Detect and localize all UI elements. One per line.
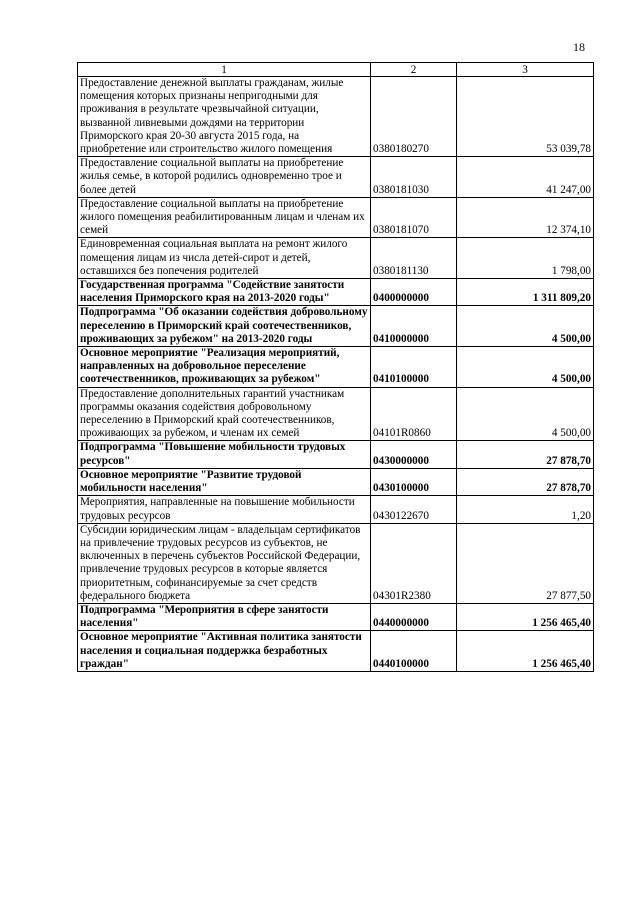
table-row [78, 197, 594, 238]
row-code-cell: 0380180270 [371, 77, 457, 157]
row-amount-cell: 1 311 809,20 [457, 279, 594, 306]
row-name-cell: Субсидии юридическим лицам - владельцам сертификатов на привлечение трудовых ресурсов из субъектов, не включенных в перечень субъектов Российской Федерации, привлечение трудовых ресурсов в которые является приоритетным, софинансируемые за счет средств федерального бюджета [78, 523, 371, 603]
table-row [78, 347, 594, 388]
row-name-cell: Мероприятия, направленные на повышение мобильности трудовых ресурсов [78, 496, 371, 523]
table-row [78, 603, 594, 630]
row-code-cell: 0430000000 [371, 441, 457, 468]
table-row [78, 523, 594, 603]
table-row [78, 468, 594, 495]
budget-table [77, 62, 594, 672]
row-amount-cell: 27 877,50 [457, 523, 594, 603]
row-name-cell: Основное мероприятие "Реализация мероприятий, направленных на добровольное переселение соотечественников, проживающих за рубежом" [78, 347, 371, 388]
row-name-cell: Единовременная социальная выплата на ремонт жилого помещения лицам из числа детей-сирот и детей, оставшихся без попечения родителей [78, 238, 371, 279]
column-header-2: 2 [371, 63, 457, 77]
row-code-cell: 04301R2380 [371, 523, 457, 603]
row-code-cell: 04101R0860 [371, 387, 457, 441]
row-name-cell: Предоставление дополнительных гарантий участникам программы оказания содействия добровольному переселению в Приморский край соотечественников, проживающих за рубежом, и членам их семей [78, 387, 371, 441]
row-name-cell: Предоставление денежной выплаты гражданам, жилые помещения которых признаны непригодными для проживания в результате чрезвычайной ситуации, вызванной ливневыми дождями на территории Приморского края 20-30 августа 2015 года, на приобретение или строительство жилого помещения [78, 77, 371, 157]
page-number: 18 [573, 40, 585, 54]
table-row [78, 496, 594, 523]
table-body [78, 77, 594, 672]
row-name-cell: Основное мероприятие "Развитие трудовой мобильности населения" [78, 468, 371, 495]
row-name-cell: Основное мероприятие "Активная политика занятости населения и социальная поддержка безработных граждан" [78, 631, 371, 672]
row-name-cell: Подпрограмма "Об оказании содействия добровольному переселению в Приморский край соотечественников, проживающих за рубежом" на 2013-2020 годы [78, 306, 371, 347]
table-row [78, 441, 594, 468]
table-row [78, 238, 594, 279]
row-code-cell: 0400000000 [371, 279, 457, 306]
row-amount-cell: 1 256 465,40 [457, 631, 594, 672]
table-row [78, 631, 594, 672]
row-amount-cell: 4 500,00 [457, 347, 594, 388]
row-amount-cell: 1 256 465,40 [457, 603, 594, 630]
row-code-cell: 0380181130 [371, 238, 457, 279]
row-code-cell: 0440100000 [371, 631, 457, 672]
row-amount-cell: 1,20 [457, 496, 594, 523]
table-header-row [78, 63, 594, 77]
table-row [78, 387, 594, 441]
table-row [78, 306, 594, 347]
row-amount-cell: 41 247,00 [457, 157, 594, 198]
row-amount-cell: 4 500,00 [457, 387, 594, 441]
table-row [78, 279, 594, 306]
table-row [78, 157, 594, 198]
column-header-1: 1 [78, 63, 371, 77]
row-name-cell: Предоставление социальной выплаты на приобретение жилья семье, в которой родились одновременно трое и более детей [78, 157, 371, 198]
row-amount-cell: 12 374,10 [457, 197, 594, 238]
row-name-cell: Подпрограмма "Повышение мобильности трудовых ресурсов" [78, 441, 371, 468]
row-code-cell: 0430122670 [371, 496, 457, 523]
row-code-cell: 0380181030 [371, 157, 457, 198]
row-code-cell: 0430100000 [371, 468, 457, 495]
table-row [78, 77, 594, 157]
row-amount-cell: 27 878,70 [457, 441, 594, 468]
row-code-cell: 0410000000 [371, 306, 457, 347]
row-amount-cell: 27 878,70 [457, 468, 594, 495]
row-code-cell: 0380181070 [371, 197, 457, 238]
row-name-cell: Подпрограмма "Мероприятия в сфере занятости населения" [78, 603, 371, 630]
row-code-cell: 0410100000 [371, 347, 457, 388]
column-header-3: 3 [457, 63, 594, 77]
row-amount-cell: 53 039,78 [457, 77, 594, 157]
row-amount-cell: 4 500,00 [457, 306, 594, 347]
row-name-cell: Государственная программа "Содействие занятости населения Приморского края на 2013-2020 годы" [78, 279, 371, 306]
row-code-cell: 0440000000 [371, 603, 457, 630]
row-name-cell: Предоставление социальной выплаты на приобретение жилого помещения реабилитированным лицам и членам их семей [78, 197, 371, 238]
row-amount-cell: 1 798,00 [457, 238, 594, 279]
